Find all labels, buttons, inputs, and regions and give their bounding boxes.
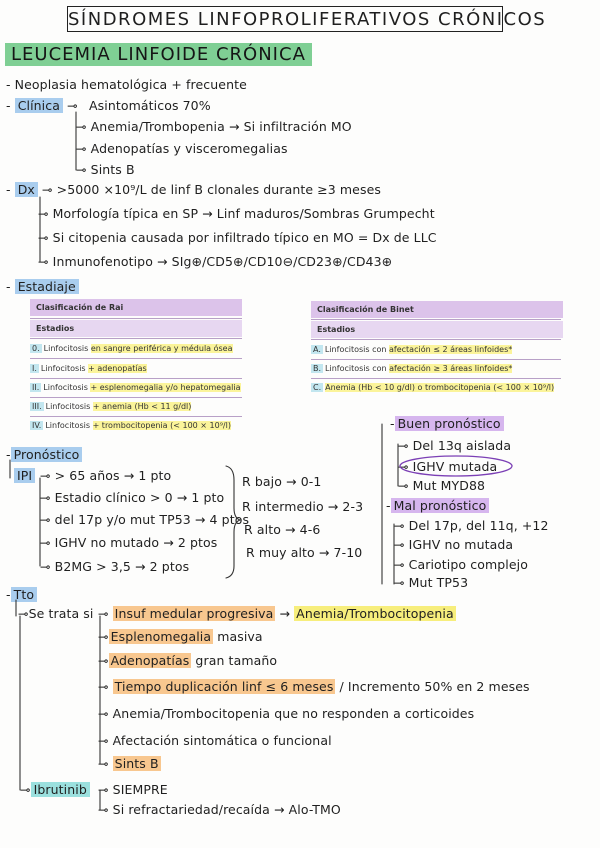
ipi-factor: ⊸ IGHV no mutado → 2 ptos xyxy=(40,535,218,550)
ibrutinib-item: ⊸ SIEMPRE xyxy=(98,782,168,797)
dx-item: ⊸ Morfología típica en SP → Linf maduros/Sombras Grumpecht xyxy=(38,206,435,221)
tto-item: ⊸ Insuf medular progresiva → Anemia/Trombocitopenia xyxy=(98,606,454,621)
clinica-item: ⊸ Adenopatías y visceromegalias xyxy=(76,141,288,156)
dx-item: ⊸ Inmunofenotipo → SIg⊕/CD5⊕/CD10⊖/CD23⊕/CD43⊕ xyxy=(38,254,393,269)
rai-row: II. Linfocitosis + esplenomegalia y/o hepatomegalia xyxy=(32,383,241,392)
binet-row: B. Linfocitosis con afectación ≥ 3 áreas linfoides* xyxy=(313,364,513,373)
ipi-factor: ⊸ Estadio clínico > 0 → 1 pto xyxy=(40,490,225,505)
mal-item: ⊸ Mut TP53 xyxy=(394,575,469,590)
clinica-item: ⊸ Anemia/Trombopenia → Si infiltración MO xyxy=(76,119,352,134)
binet-title: Clasificación de Binet xyxy=(311,301,563,318)
tto-se-trata: ⊸Se trata si xyxy=(18,606,94,621)
rai-row: 0. Linfocitosis en sangre periférica y médula ósea xyxy=(32,344,233,353)
rai-row: IV. Linfocitosis + trombocitopenia (< 100 × 10⁹/l) xyxy=(32,421,231,430)
tto-item: ⊸ Esplenomegalia masiva xyxy=(98,629,263,644)
estadiaje-label: Estadiaje xyxy=(15,279,79,294)
dx-item: ⊸ Si citopenia causada por infiltrado típico en MO = Dx de LLC xyxy=(38,230,437,245)
tto-item: ⊸ Sints B xyxy=(98,756,159,771)
ipi-factor: ⊸ > 65 años → 1 pto xyxy=(40,468,172,483)
binet-row: C. Anemia (Hb < 10 g/dl) o trombocitopenia (< 100 × 10⁹/l) xyxy=(313,383,555,392)
ibrutinib-heading: ⊸ Ibrutinib xyxy=(20,782,90,797)
clinica-item: ⊸ Sints B xyxy=(76,162,135,177)
rai-sub: Estadios xyxy=(30,320,242,337)
clinica-heading: - Clínica ⊸ xyxy=(6,98,78,113)
rai-row: I. Linfocitosis + adenopatías xyxy=(32,364,147,373)
buen-item: ⊸ IGHV mutada xyxy=(398,459,498,474)
mal-item: ⊸ Cariotipo complejo xyxy=(394,557,528,572)
pronostico-heading: - Pronóstico xyxy=(6,447,82,462)
section-title: LEUCEMIA LINFOIDE CRÓNICA xyxy=(5,43,312,66)
intro-line: - Neoplasia hematológica + frecuente xyxy=(6,77,247,92)
risk-item: R bajo → 0-1 xyxy=(242,474,322,489)
pronostico-label: Pronóstico xyxy=(11,447,83,462)
risk-item: R intermedio → 2-3 xyxy=(242,499,364,514)
tto-item: ⊸ Anemia/Trombocitopenia que no responden a corticoides xyxy=(98,706,475,721)
mal-item: ⊸ Del 17p, del 11q, +12 xyxy=(394,518,549,533)
binet-table xyxy=(311,301,561,397)
mal-pronostico-label: Mal pronóstico xyxy=(391,498,490,513)
tto-label: Tto xyxy=(11,587,37,602)
rai-title: Clasificación de Rai xyxy=(30,299,242,316)
ibrutinib-item: ⊸ Si refractariedad/recaída → Alo-TMO xyxy=(98,802,341,817)
ipi-factor: ⊸ B2MG > 3,5 → 2 ptos xyxy=(40,559,190,574)
risk-item: R alto → 4-6 xyxy=(244,522,321,537)
binet-sub: Estadios xyxy=(311,321,563,338)
ibrutinib-label: Ibrutinib xyxy=(31,782,90,797)
buen-pronostico-label: Buen pronóstico xyxy=(395,416,504,431)
clinica-item: Asintomáticos 70% xyxy=(89,98,211,113)
binet-row: A. Linfocitosis con afectación ≤ 2 áreas linfoides* xyxy=(313,345,513,354)
rai-row: III. Linfocitosis + anemia (Hb < 11 g/dl) xyxy=(32,402,192,411)
dx-heading: - Dx ⊸ >5000 ×10⁹/L de linf B clonales durante ≥3 meses xyxy=(6,182,381,197)
tto-item: ⊸ Adenopatías gran tamaño xyxy=(98,653,278,668)
mal-pronostico-heading: - Mal pronóstico xyxy=(386,498,489,513)
page-title: SÍNDROMES LINFOPROLIFERATIVOS CRÓNICOS xyxy=(67,6,503,32)
buen-item: ⊸ Mut MYD88 xyxy=(398,478,486,493)
estadiaje-heading: - Estadiaje xyxy=(6,279,79,294)
buen-pronostico-heading: - Buen pronóstico xyxy=(390,416,504,431)
mal-item: ⊸ IGHV no mutada xyxy=(394,537,514,552)
tto-heading: - Tto xyxy=(6,587,37,602)
clinica-label: Clínica xyxy=(15,98,63,113)
rai-table xyxy=(30,299,242,434)
tto-item: ⊸ Afectación sintomática o funcional xyxy=(98,733,332,748)
ipi-label: IPI xyxy=(14,468,35,483)
tto-item: ⊸ Tiempo duplicación linf ≤ 6 meses / Incremento 50% en 2 meses xyxy=(98,679,530,694)
dx-label: Dx xyxy=(15,182,38,197)
buen-item: ⊸ Del 13q aislada xyxy=(398,438,512,453)
ipi-factor: ⊸ del 17p y/o mut TP53 → 4 ptos xyxy=(40,512,250,527)
risk-item: R muy alto → 7-10 xyxy=(246,545,363,560)
